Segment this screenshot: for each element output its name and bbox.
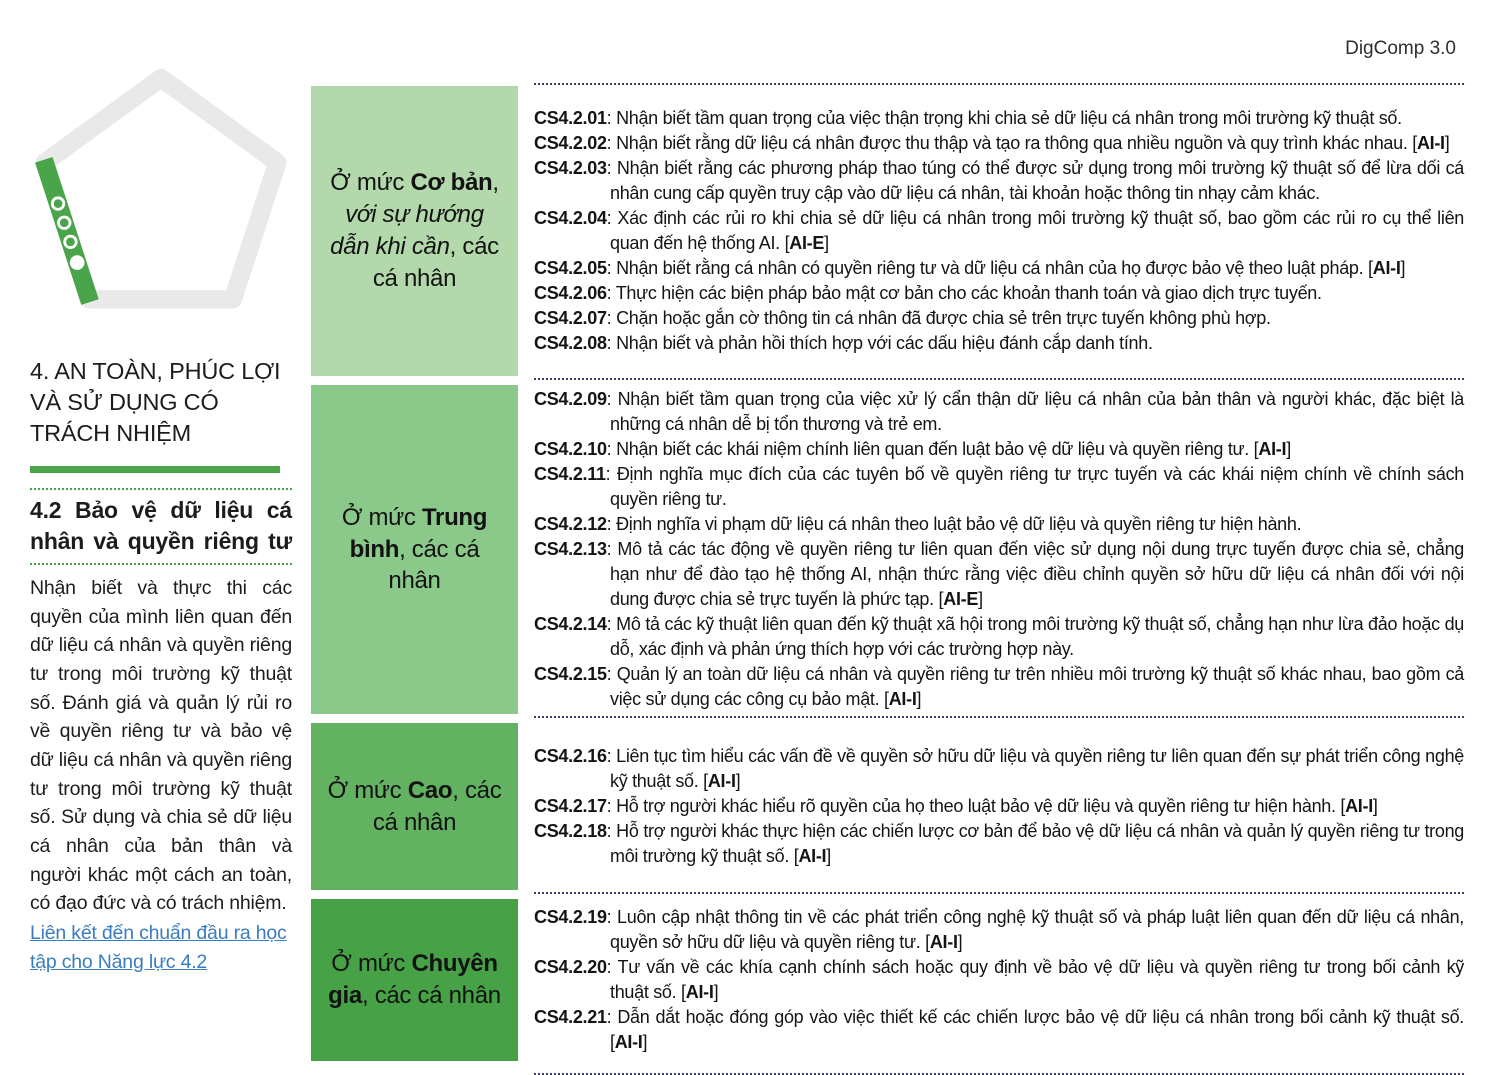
descriptor-text: Định nghĩa mục đích của các tuyên bố về quyền riêng tư trực tuyến và các khái niệm chính về chính sách quyền riêng tư. (610, 464, 1465, 509)
level-box (311, 86, 518, 376)
descriptor-text: Dẫn dắt hoặc đóng góp vào việc thiết kế các chiến lược bảo vệ dữ liệu cá nhân trong bối cảnh kỹ thuật số. (617, 1007, 1465, 1027)
pentagon-logo (30, 52, 292, 340)
brand-label: DigComp 3.0 (1345, 38, 1456, 59)
ai-tag: [AI-I] (1248, 439, 1291, 459)
levels-main (311, 86, 1464, 1070)
descriptor-item (534, 955, 1464, 1005)
ai-tag: [AI-I] (676, 982, 719, 1002)
descriptor-text: Xác định các rủi ro khi chia sẻ dữ liệu cá nhân trong môi trường kỹ thuật số, bao gồm các rủi ro cụ thể liên quan đến hệ thống AI. (610, 208, 1465, 253)
descriptor-text: Thực hiện các biện pháp bảo mật cơ bản cho các khoản thanh toán và giao dịch trực tuyến. (615, 283, 1322, 303)
pentagon-icon (30, 52, 292, 340)
descriptor-code: CS4.2.21 (534, 1007, 607, 1027)
descriptor-text: Định nghĩa vi phạm dữ liệu cá nhân theo luật bảo vệ dữ liệu và quyền riêng tư hiện hành. (616, 514, 1302, 534)
descriptor-separator: : (606, 439, 617, 459)
descriptor-code: CS4.2.04 (534, 208, 607, 228)
competence-description: Nhận biết và thực thi các quyền của mình liên quan đến dữ liệu cá nhân và quyền riêng tư trong môi trường kỹ thuật số. Đánh giá và quản lý rủi ro về quyền riêng tư và bảo vệ dữ liệu cá nhân và quyền riêng tư trong môi trường kỹ thuật số. Sử dụng và chia sẻ dữ liệu cá nhân của bản thân và người khác một cách an toàn, có đạo đức và có trách nhiệm. (30, 577, 292, 915)
level-label: Ở mức Trung bình, các cá nhân (341, 503, 488, 595)
descriptor-item (534, 131, 1464, 156)
descriptor-code: CS4.2.14 (534, 614, 607, 634)
area-dot-4-filled-icon (70, 255, 85, 270)
ai-tag: [AI-E] (779, 233, 829, 253)
descriptor-code: CS4.2.08 (534, 333, 607, 353)
descriptor-item (534, 744, 1464, 794)
descriptor-item (534, 512, 1464, 537)
descriptor-code: CS4.2.16 (534, 746, 607, 766)
descriptor-list (534, 899, 1464, 1061)
level-box (311, 385, 518, 714)
descriptor-item (534, 462, 1464, 512)
ai-tag: [AI-E] (933, 589, 983, 609)
competence-title: 4.2 Bảo vệ dữ liệu cá nhân và quyền riêng tư (30, 488, 292, 565)
descriptor-item (534, 206, 1464, 256)
descriptor-code: CS4.2.05 (534, 258, 607, 278)
descriptor-separator: : (606, 308, 617, 328)
level-row (311, 899, 1464, 1061)
descriptor-text: Nhận biết rằng các phương pháp thao túng có thể được sử dụng trong môi trường kỹ thuật số để lừa dối cá nhân cung cấp quyền truy cập vào dữ liệu cá nhân, tài khoản hoặc thông tin nhạy cảm khác. (610, 158, 1464, 203)
descriptor-item (534, 256, 1464, 281)
descriptor-separator: : (606, 108, 617, 128)
descriptor-text: Liên tục tìm hiểu các vấn đề về quyền sở hữu dữ liệu và quyền riêng tư liên quan đến sự phát triển công nghệ kỹ thuật số. (610, 746, 1465, 791)
descriptor-separator: : (606, 389, 618, 409)
level-label: Ở mức Cao, các cá nhân (327, 776, 502, 836)
descriptor-separator: : (606, 614, 617, 634)
descriptor-code: CS4.2.11 (534, 464, 606, 484)
descriptor-code: CS4.2.13 (534, 539, 607, 559)
descriptor-text: Nhận biết rằng cá nhân có quyền riêng tư và dữ liệu cá nhân của họ được bảo vệ theo luật pháp. (616, 258, 1364, 278)
descriptor-separator: : (606, 796, 617, 816)
descriptor-item (534, 794, 1464, 819)
descriptor-separator: : (606, 333, 617, 353)
level-row (311, 723, 1464, 890)
learning-outcomes-link[interactable]: Liên kết đến chuẩn đầu ra học tập cho Năng lực 4.2 (30, 922, 287, 973)
descriptor-separator: : (606, 746, 617, 766)
descriptor-code: CS4.2.07 (534, 308, 607, 328)
descriptor-separator: : (605, 464, 617, 484)
descriptor-item (534, 1005, 1464, 1055)
level-row (311, 86, 1464, 376)
descriptor-item (534, 306, 1464, 331)
descriptor-list (534, 723, 1464, 890)
descriptor-separator: : (606, 957, 618, 977)
descriptor-separator: : (606, 539, 618, 559)
descriptor-code: CS4.2.17 (534, 796, 607, 816)
descriptor-code: CS4.2.19 (534, 907, 607, 927)
ai-tag: [AI-I] (879, 689, 922, 709)
descriptor-code: CS4.2.12 (534, 514, 607, 534)
descriptor-item (534, 437, 1464, 462)
descriptor-item (534, 537, 1464, 612)
descriptor-text: Chặn hoặc gắn cờ thông tin cá nhân đã được chia sẻ trên trực tuyến không phù hợp. (616, 308, 1271, 328)
descriptor-text: Nhận biết tầm quan trọng của việc xử lý cẩn thận dữ liệu cá nhân của bản thân và người khác, đặc biệt là những cá nhân dễ bị tổn thương và trẻ em. (610, 389, 1464, 434)
descriptor-separator: : (606, 821, 617, 841)
descriptor-code: CS4.2.20 (534, 957, 607, 977)
green-divider (30, 466, 280, 473)
descriptor-code: CS4.2.06 (534, 283, 607, 303)
descriptor-item (534, 905, 1464, 955)
descriptor-separator: : (606, 514, 617, 534)
descriptor-code: CS4.2.09 (534, 389, 607, 409)
descriptor-separator: : (606, 907, 618, 927)
descriptor-item (534, 819, 1464, 869)
level-box (311, 899, 518, 1061)
descriptor-code: CS4.2.02 (534, 133, 607, 153)
descriptor-separator: : (606, 208, 618, 228)
descriptor-text: Hỗ trợ người khác thực hiện các chiến lược cơ bản để bảo vệ dữ liệu cá nhân và quản lý quyền riêng tư trong môi trường kỹ thuật số. (610, 821, 1465, 866)
descriptor-item (534, 612, 1464, 662)
descriptor-separator: : (606, 158, 617, 178)
descriptor-text: Hỗ trợ người khác hiểu rõ quyền của họ theo luật bảo vệ dữ liệu và quyền riêng tư hiện hành. (616, 796, 1336, 816)
level-box (311, 723, 518, 890)
ai-tag: [AI-I] (1407, 133, 1450, 153)
descriptor-text: Tư vấn về các khía cạnh chính sách hoặc quy định về bảo vệ dữ liệu và quyền riêng tư trong bối cảnh kỹ thuật số. (610, 957, 1464, 1002)
descriptor-separator: : (606, 1007, 618, 1027)
sidebar (30, 52, 292, 976)
descriptor-separator: : (606, 283, 616, 303)
descriptor-text: Luôn cập nhật thông tin về các phát triển công nghệ kỹ thuật số và pháp luật liên quan đến dữ liệu cá nhân, quyền sở hữu dữ liệu và quyền riêng tư. (610, 907, 1465, 952)
ai-tag: [AI-I] (789, 846, 831, 866)
ai-tag: [AI-I] (698, 771, 741, 791)
area-title: 4. AN TOÀN, PHÚC LỢI VÀ SỬ DỤNG CÓ TRÁCH NHIỆM (30, 358, 281, 447)
descriptor-item (534, 106, 1464, 131)
descriptor-separator: : (606, 258, 617, 278)
descriptor-code: CS4.2.18 (534, 821, 607, 841)
descriptor-text: Nhận biết rằng dữ liệu cá nhân được thu thập và tạo ra thông qua nhiều nguồn và quy trình khác nhau. (616, 133, 1408, 153)
descriptor-separator: : (606, 664, 617, 684)
level-label: Ở mức Cơ bản, với sự hướng dẫn khi cần, các cá nhân (330, 169, 499, 292)
descriptor-item (534, 387, 1464, 437)
descriptor-item (534, 281, 1464, 306)
descriptor-code: CS4.2.03 (534, 158, 607, 178)
descriptor-code: CS4.2.15 (534, 664, 607, 684)
descriptor-text: Nhận biết các khái niệm chính liên quan đến luật bảo vệ dữ liệu và quyền riêng tư. (616, 439, 1249, 459)
descriptor-code: CS4.2.10 (534, 439, 607, 459)
ai-tag: [AI-I] (920, 932, 963, 952)
descriptor-text: Nhận biết tầm quan trọng của việc thận trọng khi chia sẻ dữ liệu cá nhân trong môi trường kỹ thuật số. (616, 108, 1402, 128)
descriptor-list (534, 86, 1464, 376)
descriptor-separator: : (606, 133, 617, 153)
descriptor-item (534, 662, 1464, 712)
descriptor-list (534, 385, 1464, 714)
descriptor-item (534, 156, 1464, 206)
descriptor-item (534, 331, 1464, 356)
ai-tag: [AI-I] (610, 1032, 648, 1052)
level-label: Ở mức Chuyên gia, các cá nhân (328, 950, 501, 1009)
green-edge-icon (44, 160, 90, 302)
level-row (311, 385, 1464, 714)
descriptor-text: Quản lý an toàn dữ liệu cá nhân và quyền riêng tư trên nhiều môi trường kỹ thuật số khác nhau, bao gồm cả việc sử dụng các công cụ bảo mật. (610, 664, 1464, 709)
ai-tag: [AI-I] (1363, 258, 1406, 278)
descriptor-code: CS4.2.01 (534, 108, 607, 128)
descriptor-text: Mô tả các kỹ thuật liên quan đến kỹ thuật xã hội trong môi trường kỹ thuật số, chẳng hạn như lừa đảo hoặc dụ dỗ, xác định và phản ứng thích hợp với các trường hợp này. (610, 614, 1464, 659)
ai-tag: [AI-I] (1335, 796, 1378, 816)
descriptor-text: Nhận biết và phản hồi thích hợp với các dấu hiệu đánh cắp danh tính. (616, 333, 1153, 353)
descriptor-text: Mô tả các tác động về quyền riêng tư liên quan đến việc sử dụng nội dung trực tuyến được chia sẻ, chẳng hạn như để đào tạo hệ thống AI, nhận thức rằng việc điều chỉnh quyền sở hữu dữ liệu cá nhân đối với nội dung được chia sẻ trực tuyến là phức tạp. (610, 539, 1464, 609)
